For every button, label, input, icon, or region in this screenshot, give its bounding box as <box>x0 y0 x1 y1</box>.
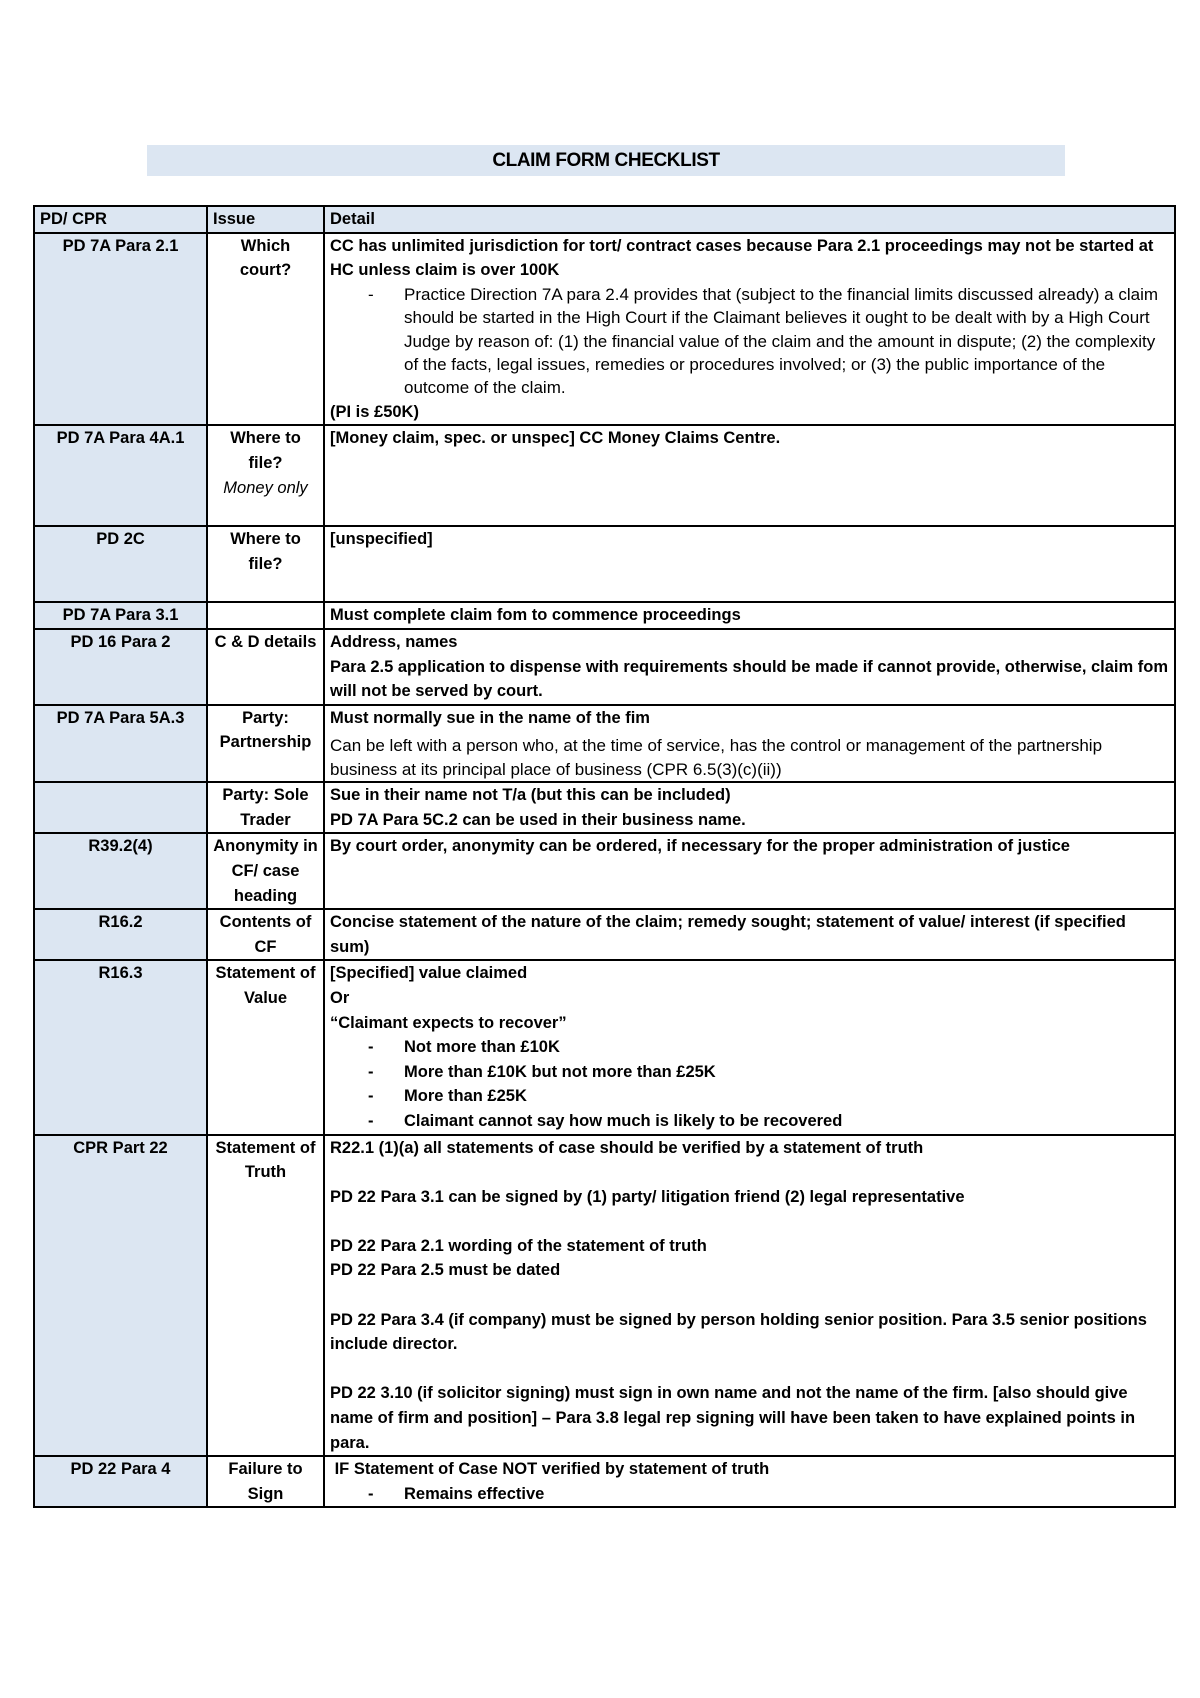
list-item: - Not more than £10K <box>404 1035 1169 1060</box>
row-issue: Statement of Truth <box>207 1135 324 1457</box>
header-ref: PD/ CPR <box>34 206 207 233</box>
table-row <box>34 425 1175 526</box>
detail-list <box>330 1482 1169 1507</box>
list-item: - More than £10K but not more than £25K <box>404 1060 1169 1085</box>
detail-text: Must normally sue in the name of the fim <box>330 708 650 727</box>
detail-text: R22.1 (1)(a) all statements of case should be verified by a statement of truth <box>330 1138 924 1157</box>
row-detail: [Money claim, spec. or unspec] CC Money Claims Centre. <box>324 425 1175 526</box>
detail-text: Para 2.5 application to dispense with requirements should be made if cannot provide, otherwise, claim fom will not be served by court. <box>330 657 1169 701</box>
detail-text: Address, names <box>330 633 458 651</box>
detail-text: IF Statement of Case NOT verified by statement of truth <box>330 1460 770 1479</box>
page-title: CLAIM FORM CHECKLIST <box>147 145 1065 176</box>
header-issue: Issue <box>207 206 324 233</box>
detail-text: CC has unlimited jurisdiction for tort/ contract cases because Para 2.1 proceedings may not be started at HC unless claim is over 100K <box>330 236 1154 280</box>
row-detail <box>324 782 1175 833</box>
list-item: - Claimant cannot say how much is likely to be recovered <box>404 1109 1169 1134</box>
detail-text: PD 7A Para 5C.2 can be used in their business name. <box>330 810 746 829</box>
checklist-table <box>33 205 1176 1508</box>
detail-list <box>330 283 1169 400</box>
row-ref: R16.3 <box>34 960 207 1134</box>
row-detail <box>324 1456 1175 1507</box>
table-row <box>34 705 1175 782</box>
detail-text: PD 22 Para 3.4 (if company) must be signed by person holding senior position. Para 3.5 senior positions include director. <box>330 1310 1147 1354</box>
row-detail: [unspecified] <box>324 526 1175 602</box>
table-row <box>34 833 1175 909</box>
row-detail <box>324 1135 1175 1457</box>
row-detail <box>324 960 1175 1134</box>
list-item: - More than £25K <box>404 1084 1169 1109</box>
row-ref: PD 7A Para 4A.1 <box>34 425 207 526</box>
row-detail: Must complete claim fom to commence proceedings <box>324 602 1175 629</box>
header-detail: Detail <box>324 206 1175 233</box>
table-row <box>34 233 1175 426</box>
list-item: - Remains effective <box>404 1482 1169 1507</box>
issue-note: Money only <box>223 478 308 497</box>
row-ref: R16.2 <box>34 909 207 960</box>
table-row <box>34 1135 1175 1457</box>
row-detail <box>324 233 1175 426</box>
row-ref: PD 7A Para 5A.3 <box>34 705 207 782</box>
detail-text: Sue in their name not T/a (but this can be included) <box>330 786 731 805</box>
row-issue <box>207 602 324 629</box>
header-row <box>34 206 1175 233</box>
row-ref: PD 22 Para 4 <box>34 1456 207 1507</box>
row-issue: Anonymity in CF/ case heading <box>207 833 324 909</box>
row-detail <box>324 629 1175 705</box>
row-ref: PD 16 Para 2 <box>34 629 207 705</box>
row-issue: Contents of CF <box>207 909 324 960</box>
issue-text: Where to file? <box>230 429 301 472</box>
row-ref: PD 7A Para 2.1 <box>34 233 207 426</box>
table-row <box>34 629 1175 705</box>
row-ref: R39.2(4) <box>34 833 207 909</box>
detail-text: PD 22 Para 2.1 wording of the statement of truth <box>330 1236 707 1255</box>
row-issue: Where to file? <box>207 526 324 602</box>
list-item: - Practice Direction 7A para 2.4 provides that (subject to the financial limits discussed already) a claim should be started in the High Court if the Claimant believes it ought to be dealt with by a High Court Judge by reason of: (1) the financial value of the claim and the amount in dispute; (2) the complexity of the facts, legal issues, remedies or procedures involved; or (3) the public importance of the outcome of the claim. <box>404 283 1169 400</box>
row-issue: Statement of Value <box>207 960 324 1134</box>
row-ref <box>34 782 207 833</box>
row-issue: Party: Sole Trader <box>207 782 324 833</box>
table-row <box>34 782 1175 833</box>
detail-text: [Specified] value claimed <box>330 964 528 983</box>
table-row <box>34 1456 1175 1507</box>
detail-note: (PI is £50K) <box>330 402 419 421</box>
detail-list <box>330 1035 1169 1133</box>
detail-text: Or <box>330 988 350 1007</box>
row-issue: Party: Partnership <box>207 705 324 782</box>
table-row <box>34 526 1175 602</box>
row-issue: Which court? <box>207 233 324 426</box>
table-row <box>34 960 1175 1134</box>
detail-text: PD 22 3.10 (if solicitor signing) must sign in own name and not the name of the firm. [also should give name of firm and position] – Para 3.8 legal rep signing will have been taken to have explained points in para. <box>330 1384 1136 1452</box>
row-issue: Failure to Sign <box>207 1456 324 1507</box>
row-issue <box>207 425 324 526</box>
row-detail <box>324 705 1175 782</box>
detail-text: “Claimant expects to recover” <box>330 1013 567 1032</box>
table-row <box>34 909 1175 960</box>
detail-text: PD 22 Para 3.1 can be signed by (1) party/ litigation friend (2) legal representative <box>330 1187 965 1206</box>
detail-text: Can be left with a person who, at the time of service, has the control or management of the partnership business at its principal place of business (CPR 6.5(3)(c)(ii)) <box>330 736 1103 779</box>
row-issue: C & D details <box>207 629 324 705</box>
table-row <box>34 602 1175 629</box>
detail-text: PD 22 Para 2.5 must be dated <box>330 1261 561 1280</box>
row-detail: Concise statement of the nature of the claim; remedy sought; statement of value/ interest (if specified sum) <box>324 909 1175 960</box>
row-ref: PD 7A Para 3.1 <box>34 602 207 629</box>
row-ref: CPR Part 22 <box>34 1135 207 1457</box>
row-ref: PD 2C <box>34 526 207 602</box>
row-detail: By court order, anonymity can be ordered, if necessary for the proper administration of justice <box>324 833 1175 909</box>
